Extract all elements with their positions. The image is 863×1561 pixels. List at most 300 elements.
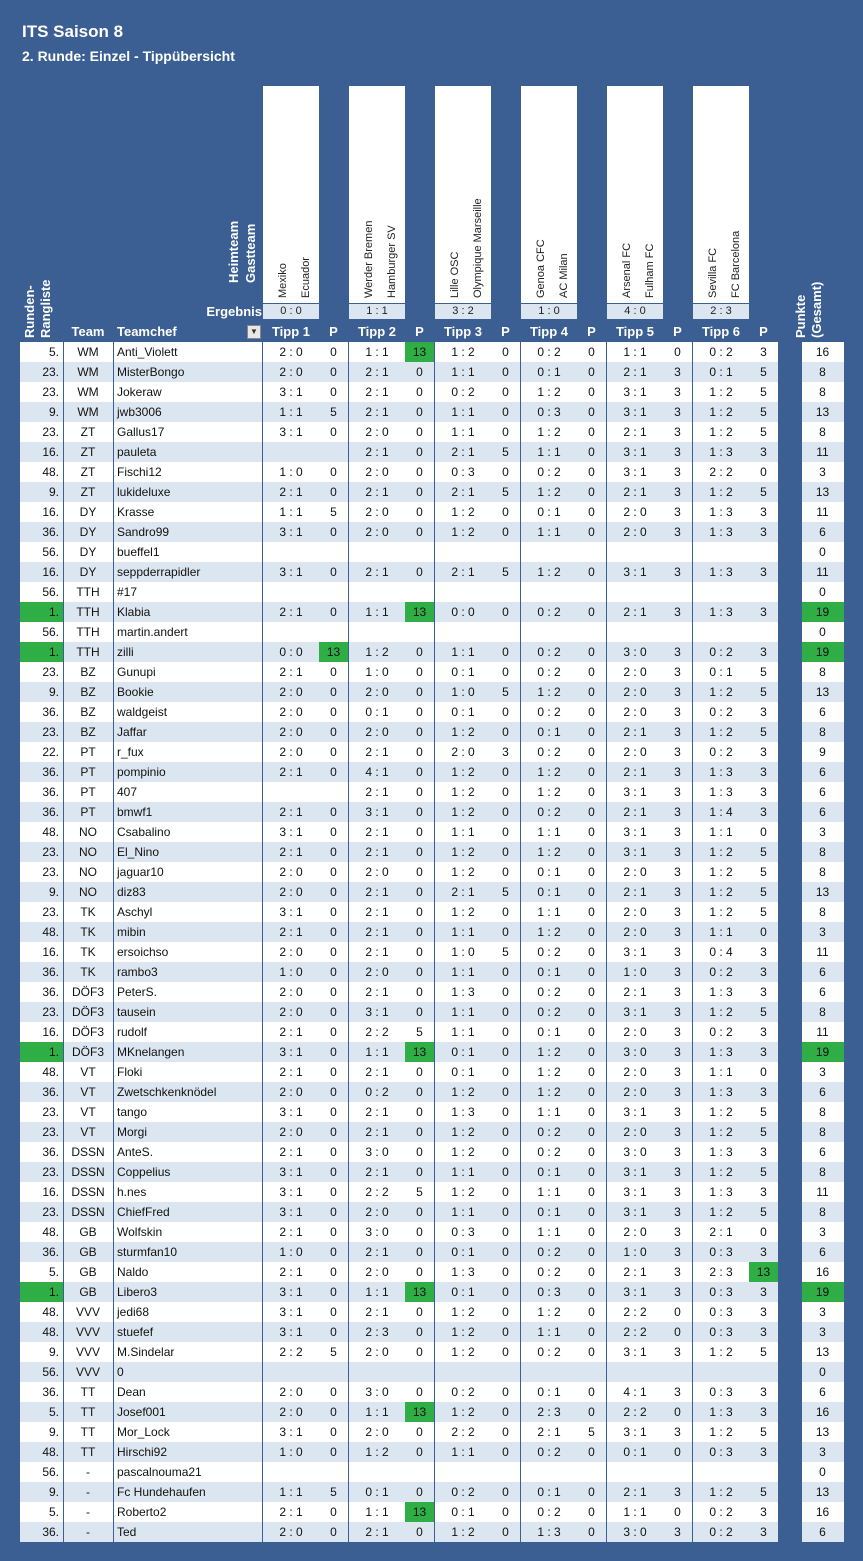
points-4-cell: 0 [577,1162,606,1182]
tipp-1-cell: 3 : 1 [263,1322,319,1342]
points-3-cell: 0 [491,1402,520,1422]
tipp-3-cell: 1 : 2 [435,802,491,822]
tipp-4-cell: 1 : 1 [521,1322,577,1342]
tipp-5-cell: 1 : 0 [607,1242,663,1262]
tipp-3-cell: 1 : 3 [435,982,491,1002]
tipp-6-cell: 1 : 2 [693,1002,749,1022]
team-cell: - [63,1522,113,1542]
tipp-3-cell: 1 : 1 [435,1002,491,1022]
tipp-4-cell: 0 : 2 [521,1242,577,1262]
points-2-cell [405,1462,434,1482]
teamchef-column-header: Teamchef [117,324,177,339]
tipp-6-cell [693,542,749,562]
points-6-cell: 5 [749,842,778,862]
points-6-cell: 3 [749,1402,778,1422]
team-cell: - [63,1502,113,1522]
points-6-cell: 3 [749,502,778,522]
tipp-2-cell: 2 : 1 [349,362,405,382]
points-2-cell: 0 [405,1202,434,1222]
game-4-away: AC Milan [558,253,570,298]
tipp-3-cell: 0 : 2 [435,1382,491,1402]
team-cell: PT [63,782,113,802]
points-3-cell: 0 [491,922,520,942]
teamchef-cell: pompinio [113,762,263,782]
points-6-cell: 3 [749,1022,778,1042]
page-title: ITS Saison 8 [22,22,124,41]
rank-cell: 9. [20,1422,63,1442]
team-cell: NO [63,882,113,902]
points-5-cell: 3 [663,1102,692,1122]
points-1-cell: 0 [319,1162,348,1182]
points-1-cell: 0 [319,1042,348,1062]
rank-cell: 5. [20,342,63,362]
points-4-cell: 0 [577,1522,606,1542]
tipp-5-cell: 2 : 0 [607,1222,663,1242]
rank-cell: 36. [20,982,63,1002]
teamchef-cell: seppderrapidler [113,562,263,582]
tipp-4-cell: 0 : 1 [521,1382,577,1402]
points-1-cell [319,542,348,562]
points-1-cell [319,582,348,602]
tipp-5-cell: 2 : 1 [607,362,663,382]
total-points-cell: 6 [801,1522,844,1542]
tipp-3-cell [435,622,491,642]
tipp-1-cell: 3 : 1 [263,422,319,442]
tipp-4-cell: 0 : 2 [521,342,577,362]
points-2-cell: 13 [405,1282,434,1302]
points-1-cell: 0 [319,1282,348,1302]
tipp-1-cell: 3 : 1 [263,1202,319,1222]
tipp-5-cell: 2 : 1 [607,602,663,622]
game-3-away: Olympique Marseille [472,198,484,298]
tipp-6-cell: 1 : 2 [693,882,749,902]
tipp-4-cell: 1 : 1 [521,522,577,542]
points-1-cell: 0 [319,342,348,362]
rank-cell: 23. [20,362,63,382]
tipp-1-cell [263,622,319,642]
tipp-1-cell: 3 : 1 [263,902,319,922]
column-separator [692,342,693,1542]
tipp-5-cell [607,622,663,642]
points-6-cell: 5 [749,682,778,702]
tipp-5-cell: 2 : 2 [607,1402,663,1422]
tipp-4-cell: 1 : 2 [521,842,577,862]
points-1-cell: 0 [319,722,348,742]
tipp-3-cell: 2 : 2 [435,1422,491,1442]
teamchef-cell: Jaffar [113,722,263,742]
points-2-cell: 5 [405,1182,434,1202]
tipp-5-cell: 2 : 2 [607,1302,663,1322]
tipp-5-cell: 2 : 1 [607,982,663,1002]
points-4-cell [577,1362,606,1382]
rank-cell: 56. [20,622,63,642]
tipp-1-cell: 2 : 0 [263,742,319,762]
tipp-3-cell: 1 : 0 [435,942,491,962]
points-6-cell: 3 [749,742,778,762]
tipp-2-cell: 2 : 1 [349,1062,405,1082]
points-1-cell: 0 [319,482,348,502]
points-6-cell: 3 [749,1182,778,1202]
points-2-cell: 13 [405,1402,434,1422]
points-6-cell: 3 [749,1242,778,1262]
game-1-box [263,86,319,303]
points-4-cell: 0 [577,942,606,962]
tipp-6-cell [693,1362,749,1382]
points-4-cell: 0 [577,802,606,822]
tipp-5-cell: 3 : 1 [607,1342,663,1362]
teamchef-filter-dropdown[interactable]: ▼ [247,325,261,339]
points-3-cell: 0 [491,1102,520,1122]
tipp-1-cell: 2 : 1 [263,482,319,502]
points-4-cell: 0 [577,1222,606,1242]
points-1-cell: 0 [319,742,348,762]
total-points-cell: 8 [801,1122,844,1142]
total-points-cell: 6 [801,702,844,722]
rank-cell: 48. [20,1442,63,1462]
points-6-cell: 3 [749,1502,778,1522]
points-2-cell: 0 [405,642,434,662]
teamchef-cell: bueffel1 [113,542,263,562]
team-cell: ZT [63,442,113,462]
rank-cell: 5. [20,1502,63,1522]
points-4-cell [577,542,606,562]
points-2-cell: 0 [405,382,434,402]
points-3-cell: 0 [491,1022,520,1042]
teamchef-cell: Bookie [113,682,263,702]
team-cell: TTH [63,642,113,662]
points-6-cell: 0 [749,1222,778,1242]
rank-cell: 9. [20,1342,63,1362]
points-2-cell: 0 [405,442,434,462]
points-3-cell [491,622,520,642]
total-points-cell: 11 [801,1182,844,1202]
rank-cell: 23. [20,422,63,442]
tipp-6-cell: 0 : 2 [693,342,749,362]
points-1-cell: 0 [319,1302,348,1322]
team-cell: PT [63,762,113,782]
points-1-cell [319,442,348,462]
tipp-6-cell: 0 : 4 [693,942,749,962]
team-cell: VT [63,1062,113,1082]
points-4-cell: 0 [577,1302,606,1322]
team-column-header: Team [71,324,105,339]
points-1-cell [319,1362,348,1382]
points-5-cell: 3 [663,922,692,942]
points-6-cell: 3 [749,1142,778,1162]
points-4-cell: 0 [577,442,606,462]
points-4-cell: 0 [577,742,606,762]
points-6-cell: 0 [749,462,778,482]
points-2-cell: 0 [405,682,434,702]
points-2-cell: 5 [405,1022,434,1042]
points-4-cell: 0 [577,1182,606,1202]
points-5-cell: 3 [663,722,692,742]
total-points-cell: 0 [801,542,844,562]
points-6-cell: 13 [749,1262,778,1282]
points-5-cell: 3 [663,1022,692,1042]
points-4-cell: 0 [577,1002,606,1022]
total-points-cell: 0 [801,622,844,642]
points-5-cell: 3 [663,862,692,882]
tipp-5-cell: 3 : 0 [607,1522,663,1542]
tipp-4-cell: 0 : 2 [521,1342,577,1362]
tipp-5-cell: 3 : 1 [607,942,663,962]
tipp-3-column-header: Tipp 3 [443,324,483,339]
points-4-cell: 0 [577,362,606,382]
points-5-cell: 3 [663,1142,692,1162]
tipp-1-cell: 3 : 1 [263,1162,319,1182]
points-1-cell: 0 [319,1142,348,1162]
points-4-cell: 0 [577,902,606,922]
tipp-5-cell: 2 : 2 [607,1322,663,1342]
tipp-6-cell: 0 : 3 [693,1382,749,1402]
tipp-5-column-header: Tipp 5 [615,324,655,339]
tipp-1-cell: 2 : 0 [263,342,319,362]
points-5-cell: 3 [663,362,692,382]
tipp-2-cell: 1 : 1 [349,1042,405,1062]
tipp-1-cell: 3 : 1 [263,1302,319,1322]
teamchef-cell: Jokeraw [113,382,263,402]
tipp-3-cell: 0 : 1 [435,1242,491,1262]
points-2-cell: 0 [405,882,434,902]
tipp-4-cell: 0 : 2 [521,802,577,822]
tipp-1-cell: 1 : 0 [263,462,319,482]
team-cell: TTH [63,602,113,622]
rank-cell: 56. [20,582,63,602]
points-2-cell: 13 [405,342,434,362]
tipp-5-cell: 3 : 1 [607,1182,663,1202]
points-1-cell: 0 [319,1102,348,1122]
heimteam-label: Heimteam [226,220,241,283]
points-4-cell: 0 [577,1102,606,1122]
teamchef-cell: zilli [113,642,263,662]
tipp-5-cell: 3 : 0 [607,1042,663,1062]
team-cell: - [63,1482,113,1502]
tipp-6-cell: 0 : 2 [693,742,749,762]
points-6-cell: 3 [749,1302,778,1322]
teamchef-cell: Krasse [113,502,263,522]
points-6-cell: 5 [749,1002,778,1022]
rank-cell: 23. [20,1202,63,1222]
rank-cell: 16. [20,502,63,522]
points-2-cell [405,1362,434,1382]
tipp-6-cell: 1 : 3 [693,442,749,462]
points-1-cell: 0 [319,1202,348,1222]
points-6-cell: 3 [749,442,778,462]
rank-cell: 16. [20,442,63,462]
tipp-5-cell: 3 : 1 [607,1202,663,1222]
rank-cell: 16. [20,562,63,582]
points-3-cell: 0 [491,662,520,682]
tipp-4-cell: 1 : 1 [521,442,577,462]
tipp-6-cell: 0 : 3 [693,1322,749,1342]
points-2-cell: 0 [405,842,434,862]
rank-cell: 36. [20,1242,63,1262]
points-3-cell: 0 [491,1502,520,1522]
points-3-cell: 0 [491,762,520,782]
points-4-cell: 0 [577,722,606,742]
tipp-3-cell [435,1362,491,1382]
points-3-cell: 0 [491,1222,520,1242]
tipp-6-cell: 1 : 3 [693,1182,749,1202]
points-5-cell: 3 [663,1282,692,1302]
points-4-column-header: P [587,324,596,339]
tipp-3-cell: 1 : 1 [435,962,491,982]
points-2-cell: 0 [405,1222,434,1242]
tipp-2-cell: 3 : 1 [349,802,405,822]
points-3-cell: 0 [491,502,520,522]
tipp-1-cell [263,1362,319,1382]
points-3-cell: 5 [491,682,520,702]
teamchef-cell: tango [113,1102,263,1122]
tipp-3-cell: 1 : 3 [435,1262,491,1282]
teamchef-cell: Mor_Lock [113,1422,263,1442]
tipp-4-cell: 1 : 2 [521,562,577,582]
tipp-2-cell: 2 : 1 [349,842,405,862]
tipp-5-cell: 1 : 1 [607,1502,663,1522]
points-3-cell: 0 [491,422,520,442]
tipp-6-cell: 1 : 2 [693,682,749,702]
teamchef-cell: bmwf1 [113,802,263,822]
team-cell: DSSN [63,1142,113,1162]
tipp-2-cell: 2 : 0 [349,1202,405,1222]
tipp-1-cell: 2 : 1 [263,1502,319,1522]
total-points-cell: 11 [801,562,844,582]
tipp-1-cell: 2 : 1 [263,762,319,782]
points-4-cell: 0 [577,342,606,362]
rank-cell: 48. [20,822,63,842]
tipp-4-cell [521,582,577,602]
teamchef-cell: Coppelius [113,1162,263,1182]
points-3-cell [491,1362,520,1382]
points-3-cell: 0 [491,1042,520,1062]
tipp-2-cell: 2 : 1 [349,1122,405,1142]
points-6-cell: 3 [749,1522,778,1542]
tipp-4-cell: 0 : 2 [521,662,577,682]
points-4-cell: 0 [577,962,606,982]
teamchef-cell: Naldo [113,1262,263,1282]
tipp-2-cell [349,1462,405,1482]
tipp-3-cell: 1 : 1 [435,1022,491,1042]
points-6-cell: 3 [749,1322,778,1342]
teamchef-cell: martin.andert [113,622,263,642]
tipp-2-cell: 2 : 1 [349,482,405,502]
game-5-box [607,86,663,303]
points-3-cell: 0 [491,1262,520,1282]
team-cell: DÖF3 [63,982,113,1002]
points-2-cell: 0 [405,662,434,682]
points-5-cell: 3 [663,1522,692,1542]
team-cell: VT [63,1102,113,1122]
points-3-cell: 0 [491,402,520,422]
points-6-cell [749,622,778,642]
tipp-6-cell: 0 : 1 [693,362,749,382]
column-separator [63,342,64,1542]
points-1-cell: 0 [319,1382,348,1402]
tipp-3-cell: 1 : 2 [435,1142,491,1162]
points-2-cell: 0 [405,1162,434,1182]
points-2-cell: 13 [405,1042,434,1062]
points-4-cell: 0 [577,1482,606,1502]
points-1-cell: 0 [319,962,348,982]
tipp-6-cell: 1 : 2 [693,1342,749,1362]
total-points-cell: 3 [801,1222,844,1242]
points-5-cell: 3 [663,1182,692,1202]
tipp-2-cell: 4 : 1 [349,762,405,782]
points-1-cell: 0 [319,922,348,942]
points-6-cell: 3 [749,802,778,822]
tipp-1-cell: 1 : 1 [263,502,319,522]
rank-cell: 9. [20,682,63,702]
team-cell: VT [63,1082,113,1102]
points-6-cell: 5 [749,362,778,382]
tipp-1-cell: 1 : 0 [263,962,319,982]
tipp-4-cell: 2 : 1 [521,1422,577,1442]
points-5-cell: 3 [663,1162,692,1182]
tipp-1-cell: 2 : 1 [263,1022,319,1042]
total-points-cell: 6 [801,762,844,782]
team-cell: TK [63,962,113,982]
total-points-cell: 16 [801,342,844,362]
points-6-cell: 3 [749,602,778,622]
teamchef-cell: rudolf [113,1022,263,1042]
total-points-cell: 0 [801,1462,844,1482]
points-5-cell: 3 [663,402,692,422]
points-6-cell: 3 [749,702,778,722]
game-1-result: 0 : 0 [263,304,319,319]
tipp-6-cell: 1 : 3 [693,502,749,522]
tipp-1-cell: 2 : 0 [263,722,319,742]
ergebnis-label: Ergebnis [206,304,262,319]
points-3-cell: 0 [491,1342,520,1362]
tipp-5-cell: 1 : 0 [607,962,663,982]
tipp-2-cell: 2 : 1 [349,562,405,582]
total-points-cell: 3 [801,1062,844,1082]
tipp-4-cell: 1 : 2 [521,382,577,402]
points-5-cell: 3 [663,742,692,762]
tipp-5-cell: 3 : 1 [607,1002,663,1022]
teamchef-cell: pascalnouma21 [113,1462,263,1482]
points-1-cell: 0 [319,562,348,582]
tipp-5-cell: 3 : 1 [607,562,663,582]
tipp-6-cell: 0 : 1 [693,662,749,682]
teamchef-cell: ersoichso [113,942,263,962]
points-4-cell: 0 [577,1382,606,1402]
tipp-4-cell: 1 : 2 [521,922,577,942]
tipp-5-cell: 2 : 1 [607,762,663,782]
tipp-1-cell: 2 : 2 [263,1342,319,1362]
total-points-cell: 8 [801,722,844,742]
tipp-1-cell: 0 : 0 [263,642,319,662]
points-2-cell: 0 [405,482,434,502]
points-2-cell: 0 [405,742,434,762]
tipp-5-cell: 3 : 1 [607,402,663,422]
tipp-1-cell: 3 : 1 [263,1182,319,1202]
tipp-1-column-header: Tipp 1 [271,324,311,339]
total-points-cell: 13 [801,402,844,422]
tipp-5-cell: 0 : 1 [607,1442,663,1462]
team-cell: GB [63,1242,113,1262]
tipp-5-cell: 2 : 1 [607,422,663,442]
tipp-3-cell: 0 : 1 [435,1502,491,1522]
tipp-3-cell: 1 : 2 [435,502,491,522]
points-2-cell: 0 [405,982,434,1002]
total-points-cell: 16 [801,1402,844,1422]
teamchef-cell: #17 [113,582,263,602]
points-5-cell: 3 [663,762,692,782]
tipp-4-cell: 0 : 1 [521,882,577,902]
game-3-home: Lille OSC [449,251,461,298]
